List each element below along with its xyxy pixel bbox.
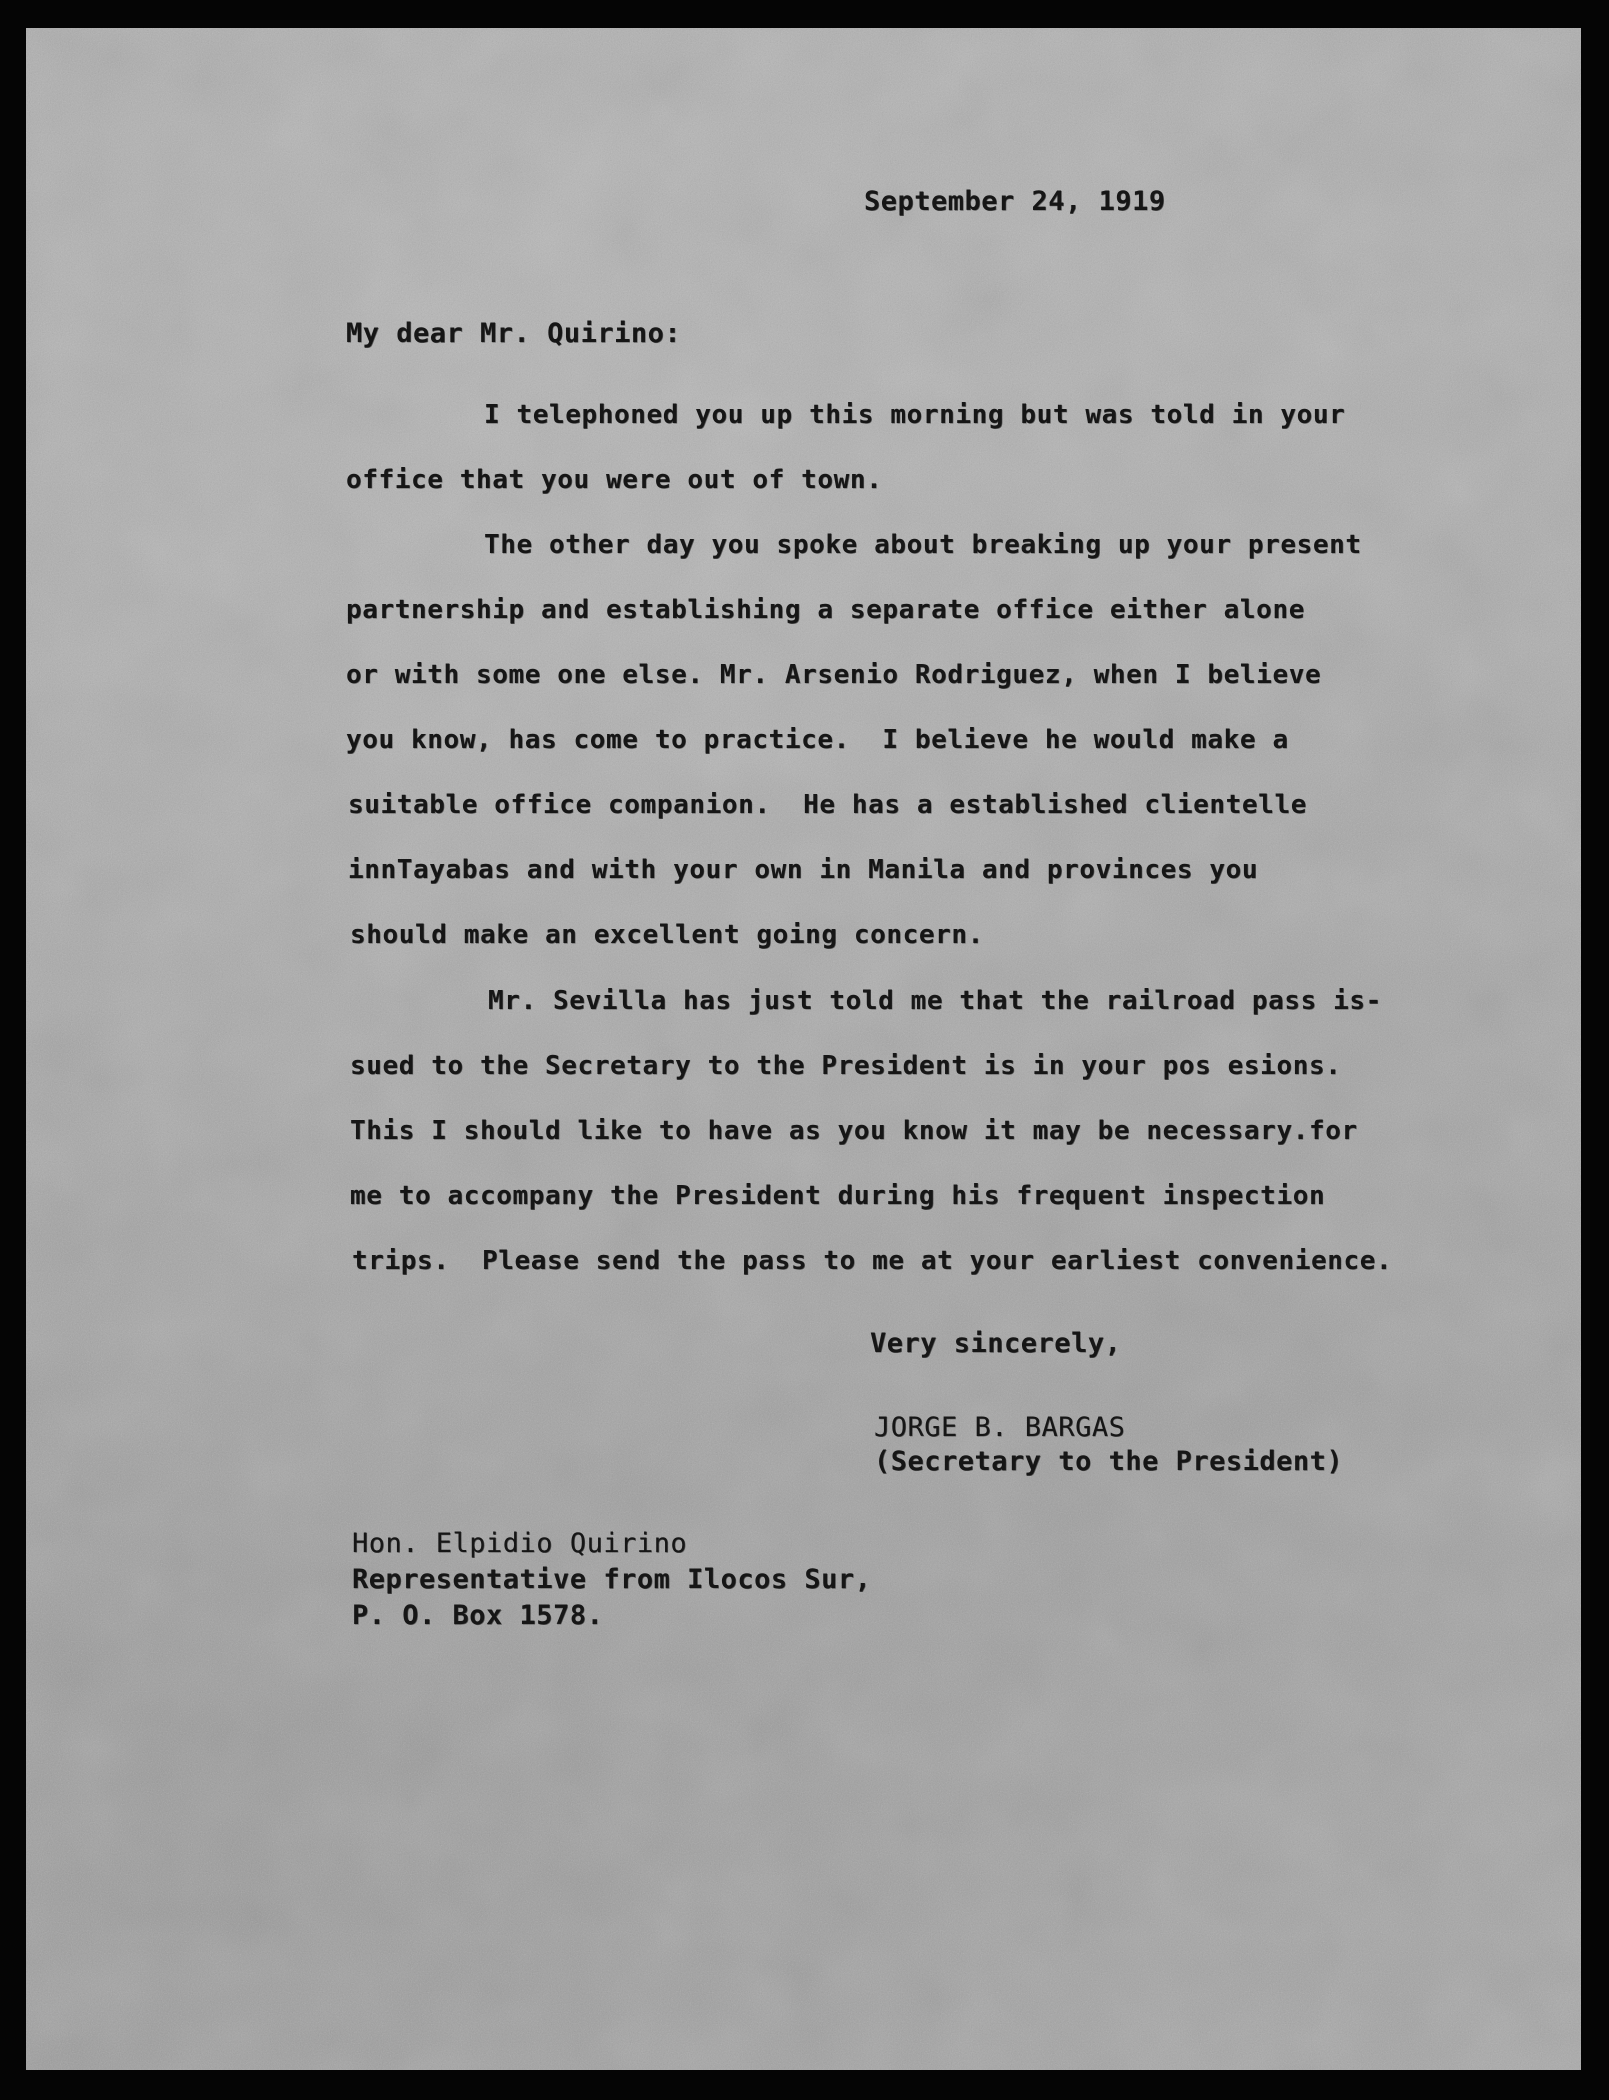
- paragraph-line: you know, has come to practice. I believe he would make a: [346, 725, 1289, 755]
- closing: Very sincerely,: [870, 1328, 1122, 1359]
- recipient-line: Hon. Elpidio Quirino: [352, 1528, 688, 1559]
- paragraph-line: office that you were out of town.: [346, 465, 883, 495]
- paragraph-line: should make an excellent going concern.: [350, 920, 984, 950]
- paragraph-line: me to accompany the President during his frequent inspection: [350, 1181, 1326, 1211]
- paper-texture: [26, 28, 1581, 2070]
- letter-date: September 24, 1919: [864, 186, 1166, 217]
- paragraph-line: or with some one else. Mr. Arsenio Rodriguez, when I believe: [346, 660, 1322, 690]
- signature-title: (Secretary to the President): [874, 1446, 1344, 1477]
- paragraph-line: innTayabas and with your own in Manila and provinces you: [348, 855, 1259, 885]
- paragraph-line: Mr. Sevilla has just told me that the railroad pass is-: [488, 986, 1382, 1016]
- paragraph-line: partnership and establishing a separate office either alone: [346, 595, 1305, 625]
- paragraph-line: I telephoned you up this morning but was told in your: [484, 400, 1346, 430]
- recipient-line: P. O. Box 1578.: [352, 1600, 604, 1631]
- signature-name: JORGE B. BARGAS: [874, 1412, 1126, 1443]
- paragraph-line: This I should like to have as you know it may be necessary.for: [350, 1116, 1358, 1146]
- paragraph-line: suitable office companion. He has a established clientelle: [348, 790, 1307, 820]
- letter-page: [26, 28, 1581, 2070]
- recipient-line: Representative from Ilocos Sur,: [352, 1564, 872, 1595]
- paragraph-line: sued to the Secretary to the President is in your pos esions.: [350, 1051, 1342, 1081]
- paragraph-line: The other day you spoke about breaking up your present: [484, 530, 1362, 560]
- paragraph-line: trips. Please send the pass to me at your earliest convenience.: [352, 1246, 1393, 1276]
- salutation: My dear Mr. Quirino:: [346, 318, 682, 349]
